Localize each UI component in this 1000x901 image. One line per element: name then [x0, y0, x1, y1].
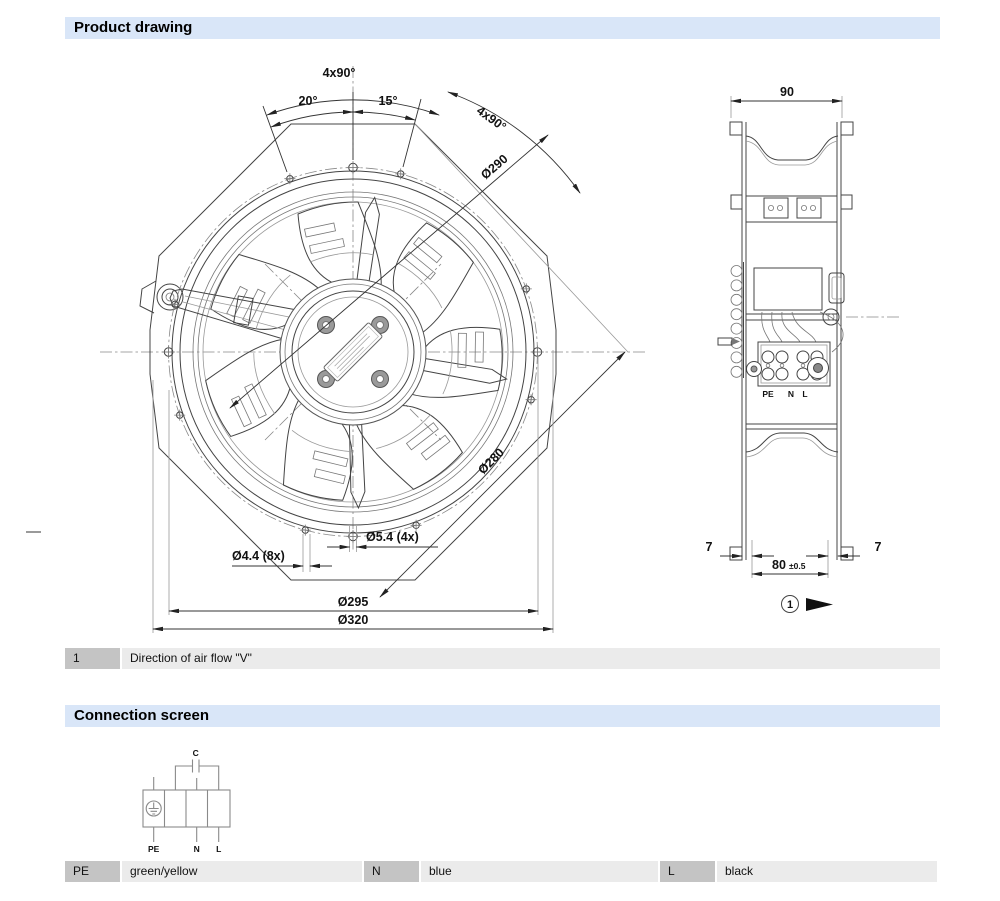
dim-290: Ø290 — [478, 151, 511, 183]
angle-dimensions — [263, 66, 580, 193]
dim-295: Ø295 — [337, 595, 369, 609]
lower-band — [746, 424, 837, 429]
airflow-legend-description: Direction of air flow "V" — [122, 648, 940, 669]
wire-color-l: black — [717, 861, 937, 882]
dim-280: Ø280 — [475, 445, 507, 477]
housing-walls — [742, 122, 841, 560]
dim-hole-pattern-top: 4x90° — [322, 66, 356, 80]
dim-54: Ø5.4 (4x) — [366, 530, 419, 544]
connection-screen-title: Connection screen — [74, 707, 210, 724]
diagram-label-pe: PE — [148, 844, 160, 854]
side-view — [706, 85, 902, 613]
bolt — [718, 338, 732, 345]
depth-dimensions — [706, 540, 882, 578]
diagram-label-n: N — [193, 844, 200, 854]
dim-90: 90 — [780, 85, 794, 99]
airflow-legend-key: 1 — [65, 648, 120, 669]
airflow-legend-row — [65, 648, 942, 669]
cable-grommet — [140, 281, 183, 313]
dim-angle-20: 20° — [298, 94, 318, 108]
airflow-ref-number: 1 — [786, 599, 794, 611]
connector-block — [764, 198, 788, 218]
cable-arm — [170, 289, 297, 341]
wire-color-n: blue — [421, 861, 658, 882]
terminal-label-n: N — [787, 389, 795, 399]
strut-band — [746, 196, 837, 222]
dim-80-tolerance: ±0.5 — [789, 561, 806, 571]
bottom-saddle — [746, 433, 838, 452]
flange-lip — [841, 122, 853, 135]
flange-lip — [841, 547, 853, 560]
capacitor-box — [754, 268, 822, 310]
wire-terminal-l: L — [660, 861, 715, 882]
connector-block — [797, 198, 821, 218]
dim-80: 80 — [772, 558, 786, 572]
earth-symbol-icon — [146, 801, 161, 816]
hub — [280, 279, 426, 425]
connection-screen-header — [65, 705, 940, 727]
product-drawing-title: Product drawing — [74, 19, 193, 36]
top-saddle — [746, 136, 838, 160]
front-view — [100, 66, 648, 633]
terminal-label-l: L — [802, 389, 808, 399]
hole-size-dimensions — [232, 526, 438, 572]
connection-diagram — [143, 748, 230, 854]
dim-7-left: 7 — [705, 540, 713, 554]
dim-hole-pattern-side: 4x90° — [473, 103, 509, 135]
wire-color-table — [65, 861, 939, 882]
dim-44: Ø4.4 (8x) — [232, 549, 285, 563]
airflow-reference — [782, 596, 834, 613]
dim-7-right: 7 — [874, 540, 882, 554]
dim-angle-15: 15° — [378, 94, 398, 108]
dim-320: Ø320 — [337, 613, 369, 627]
wire-terminal-n: N — [364, 861, 419, 882]
wire-terminal-pe: PE — [65, 861, 120, 882]
bolt-tip — [732, 338, 740, 345]
wire-color-pe: green/yellow — [122, 861, 362, 882]
capacitor-label: C — [192, 748, 199, 758]
bottom-stubs — [154, 827, 219, 842]
diagram-label-l: L — [216, 844, 222, 854]
flange-lip — [730, 122, 742, 135]
wires — [762, 312, 843, 352]
terminal-label-pe: PE — [762, 389, 774, 399]
terminal-block — [747, 342, 831, 399]
flange-lip — [730, 547, 742, 560]
capacitor-icon — [193, 760, 200, 773]
airflow-arrow-icon — [806, 598, 833, 611]
